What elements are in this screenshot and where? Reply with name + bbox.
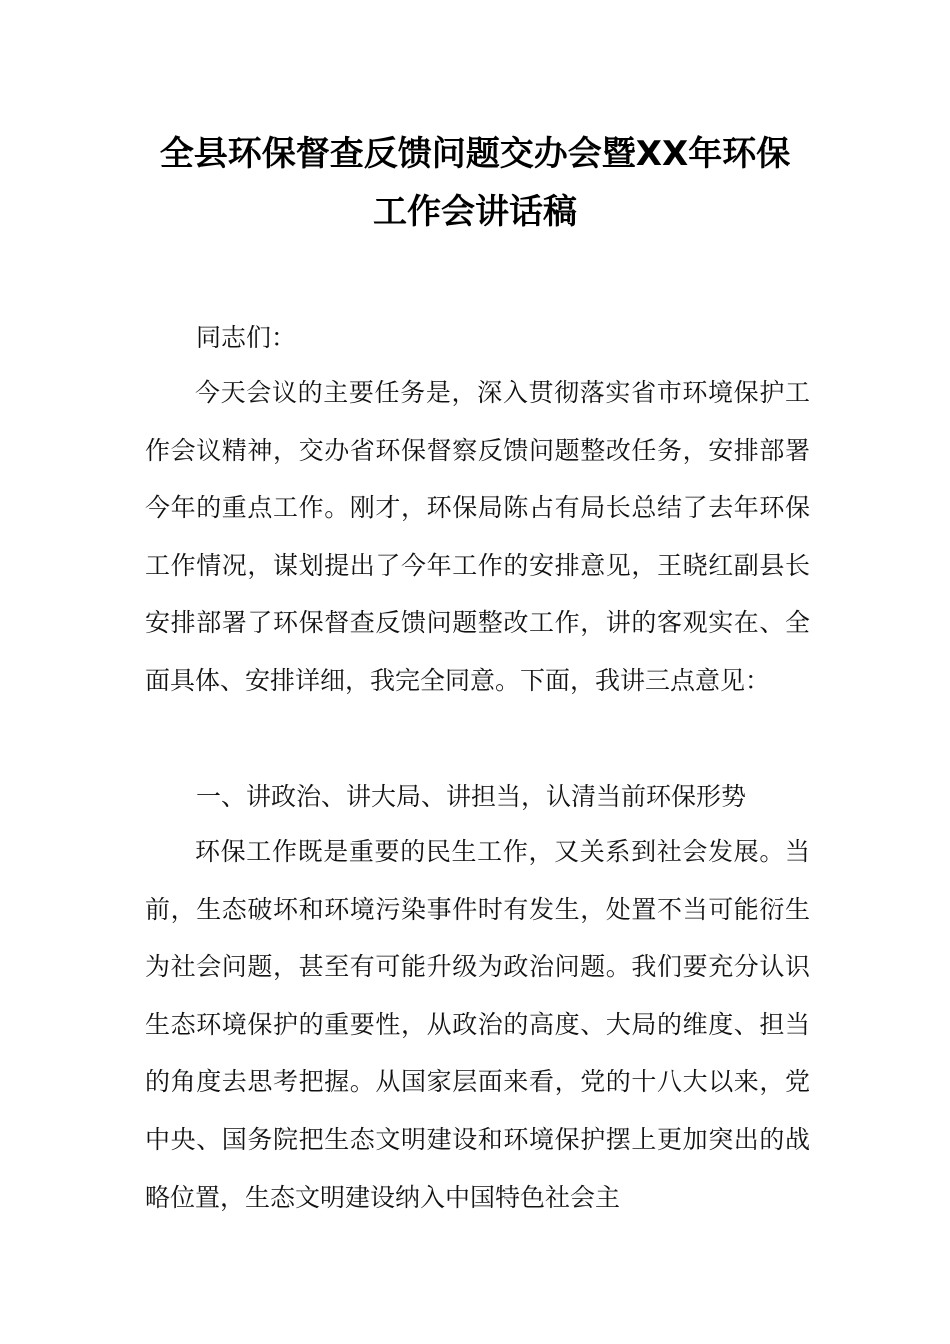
document-title-line-2: 工作会讲话稿 bbox=[373, 192, 577, 232]
paragraph-section-1: 环保工作既是重要的民生工作，又关系到社会发展。当前，生态破坏和环境污染事件时有发生，处置不当可能衍生为社会问题，甚至有可能升级为政治问题。我们要充分认识生态环境保护的重要性，从政治的高度、大局的维度、担当的角度去思考把握。从国家层面来看，党的十八大以来，党中央、国务院把生态文明建设和环境保护摆上更加突出的战略位置，生态文明建设纳入中国特色社会主 bbox=[145, 837, 810, 1212]
greeting: 同志们： bbox=[196, 323, 297, 352]
paragraph-opening: 今天会议的主要任务是，深入贯彻落实省市环境保护工作会议精神，交办省环保督察反馈问题整改任务，安排部署今年的重点工作。刚才，环保局陈占有局长总结了去年环保工作情况，谋划提出了今年工作的安排意见，王晓红副县长安排部署了环保督查反馈问题整改工作，讲的客观实在、全面具体、安排详细，我完全同意。下面，我讲三点意见： bbox=[145, 378, 810, 695]
document-title-line-1: 全县环保督查反馈问题交办会暨XX年环保 bbox=[159, 134, 791, 174]
section-heading-1: 一、讲政治、讲大局、讲担当，认清当前环保形势 bbox=[196, 782, 747, 811]
